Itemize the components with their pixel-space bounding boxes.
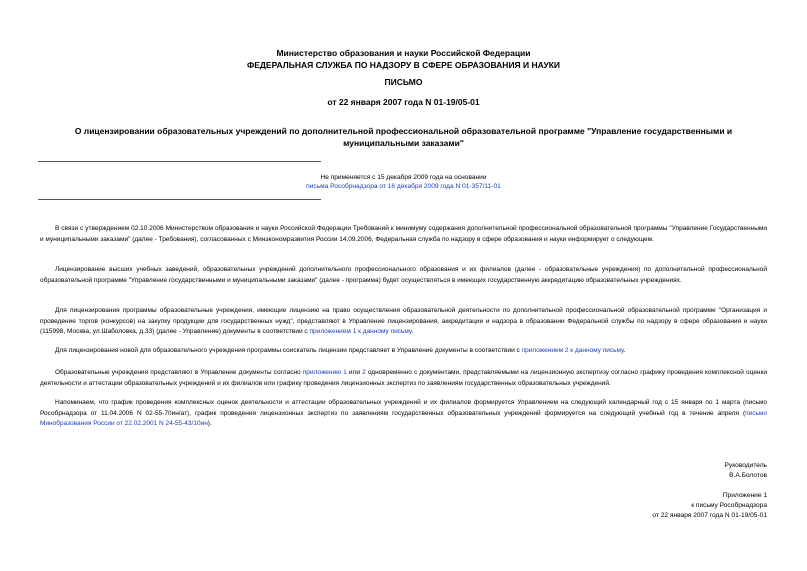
paragraph-tail: ). <box>207 420 212 427</box>
separator-top <box>38 161 321 162</box>
appendix-1-short-link[interactable]: приложению 1 <box>302 369 347 376</box>
paragraph-6 <box>40 398 767 430</box>
paragraph-4 <box>40 346 767 357</box>
paragraph-text: В связи с утверждением 02.10.2006 Министерством образования и науки Российской Федерации Требований к минимуму содержания дополнительной профессиональной образовательной программы "Управление Государственными и муниципальными заказами" (далее - Требования), согласованных с Минэкономразвития России 14.09.2006, Федеральная служба по надзору в сфере образования и науки информирует о следующем. <box>40 225 767 243</box>
status-note-text: Не применяется с 15 декабря 2009 года на основании <box>320 174 487 181</box>
paragraph-text: Для лицензирования новой для образовательного учреждения программы соискатель лицензии представляет в Управление документы в соответствии с <box>55 347 522 354</box>
paragraph-2 <box>40 265 767 286</box>
document-header <box>0 47 807 71</box>
signer-position: Руководитель <box>724 462 767 469</box>
document-date-number: от 22 января 2007 года N 01-19/05-01 <box>327 97 480 107</box>
paragraph-text: Образовательные учреждения представляют в Управление документы согласно <box>55 369 303 376</box>
signature-block <box>725 461 767 481</box>
appendix-1-link[interactable]: приложением 1 к данному письму <box>309 328 412 335</box>
signer-name: В.А.Болотов <box>729 472 767 479</box>
status-note-link[interactable]: письма Рособрнадзора от 16 декабря 2009 года N 01-357/11-01 <box>306 182 501 190</box>
paragraph-tail: . <box>623 347 626 354</box>
paragraph-text: Для лицензирования программы образовательные учреждения, имеющие лицензию на право осуществления образовательной деятельности по дополнительной профессиональной образовательной программе "Организация и проведение торгов (конкурсов) на закупку продукции для государственных нужд", представляют в Управление лицензирования, аккредитации и надзора в образовании Федеральной службы по надзору в сфере образования и науки (115998, Москва, ул.Шаболовка, д.33) (далее - Управление) документы в соответствии с <box>40 307 767 335</box>
status-note <box>40 174 767 191</box>
appendix-date: от 22 января 2007 года N 01-19/05-01 <box>652 512 767 519</box>
ministry-letter-link[interactable]: письмо Минобразования России от 22.02.2001 N 24-55-43/10ин <box>40 409 767 427</box>
paragraph-5 <box>40 368 767 389</box>
appendix-caption <box>652 491 767 521</box>
paragraph-1 <box>40 224 767 245</box>
appendix-title: Приложение 1 <box>722 492 767 499</box>
ministry-name: Министерство образования и науки Российской Федерации <box>276 48 531 58</box>
service-name: ФЕДЕРАЛЬНАЯ СЛУЖБА ПО НАДЗОРУ В СФЕРЕ ОБРАЗОВАНИЯ И НАУКИ <box>246 60 561 70</box>
paragraph-text: Напоминаем, что график проведения комплексных оценок деятельности и аттестации образовательных учреждений и их филиалов формируется Управлением на следующий календарный год с 15 января по 1 марта (письмо Рособрнадзора от 11.04.2006 N 02-55-70ин/ат), график проведения лицензионных экспертиз по заявлениям государственных образовательных учреждений формируется на следующий учебный год в течение апреля ( <box>40 399 767 417</box>
paragraph-mid: или <box>346 369 363 376</box>
paragraph-text: Лицензирование высших учебных заведений, образовательных учреждений дополнительного профессионального образования и их филиалов (далее - образовательные учреждения) по дополнительной профессиональной образовательной программе "Управление государственными и муниципальными заказами" (далее - программа) будет осуществляться в имеющих государственную аккредитацию образовательных учреждениях. <box>40 266 767 284</box>
document-subject: О лицензировании образовательных учреждений по дополнительной профессиональной образовательной программе "Управление государственными и муниципальными заказами" <box>74 126 733 148</box>
document-type: ПИСЬМО <box>384 77 423 87</box>
paragraph-tail: одновременно с документами, представляемыми на лицензионную экспертизу согласно графику проведения комплексной оценки деятельности и аттестации образовательных учреждений и их филиалов или графику проведения лицензионных экспертиз по заявлениям государственных образовательных учреждений. <box>40 369 767 387</box>
paragraph-3 <box>40 306 767 338</box>
separator-bottom <box>38 199 321 200</box>
appendix-2-short-link[interactable]: 2 <box>362 369 366 376</box>
appendix-reference: к письму Рособрнадзора <box>691 502 767 509</box>
appendix-2-link[interactable]: приложением 2 к данному письму <box>521 347 624 354</box>
paragraph-tail: . <box>411 328 414 335</box>
